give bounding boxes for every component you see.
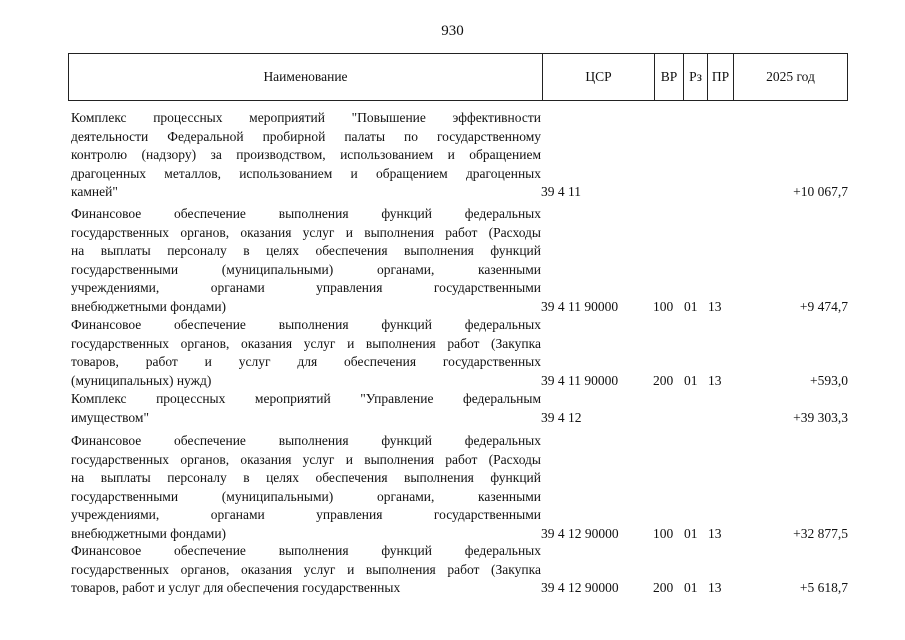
row-name-line: Финансовое обеспечение выполнения функций федеральных bbox=[71, 206, 541, 221]
row-name-line: внебюджетными фондами) bbox=[71, 298, 227, 314]
row-csr: 39 4 12 90000 bbox=[541, 580, 619, 595]
row-pr: 13 bbox=[708, 580, 722, 595]
row-name-line: деятельности Федеральной пробирной палаты по государственному bbox=[71, 128, 541, 144]
row-amount: +9 474,7 bbox=[799, 298, 848, 314]
row-rz: 01 bbox=[684, 525, 698, 541]
row-csr: 39 4 12 bbox=[541, 409, 582, 425]
row-rz: 01 bbox=[684, 372, 698, 388]
row-csr: 39 4 11 90000 bbox=[541, 372, 619, 388]
row-name-line: на выплаты персоналу в целях обеспечения выполнения функций bbox=[71, 243, 541, 258]
row-rz: 01 bbox=[684, 580, 698, 595]
row-name-line: государственными (муниципальными) органами, казенными bbox=[71, 488, 541, 504]
row-name-line: на выплаты персоналу в целях обеспечения выполнения функций bbox=[71, 470, 541, 485]
row-name-line: Комплекс процессных мероприятий "Управление федеральным bbox=[71, 391, 541, 406]
row-amount: +32 877,5 bbox=[793, 525, 848, 541]
row-name-line: Финансовое обеспечение выполнения функций федеральных bbox=[71, 543, 541, 558]
row-vr: 100 bbox=[653, 298, 674, 314]
header-year: 2025 год bbox=[733, 54, 847, 100]
row-pr: 13 bbox=[708, 525, 722, 541]
row-name bbox=[71, 542, 541, 598]
row-pr: 13 bbox=[708, 298, 722, 314]
header-vr: ВР bbox=[654, 54, 683, 100]
row-name-line: государственными (муниципальными) органами, казенными bbox=[71, 261, 541, 277]
row-rz: 01 bbox=[684, 298, 698, 314]
row-name-line: товаров, работ и услуг для обеспечения государственных bbox=[71, 580, 401, 595]
row-amount: +39 303,3 bbox=[793, 409, 848, 425]
row-csr: 39 4 11 bbox=[541, 184, 581, 199]
row-name bbox=[71, 432, 541, 543]
row-vr: 200 bbox=[653, 372, 674, 388]
row-name-line: государственных органов, оказания услуг и выполнения работ (Закупка bbox=[71, 335, 541, 351]
row-name bbox=[71, 316, 541, 390]
row-name bbox=[71, 109, 541, 202]
row-vr: 100 bbox=[653, 525, 674, 541]
row-csr: 39 4 12 90000 bbox=[541, 525, 619, 541]
row-name-line: камней" bbox=[71, 184, 118, 199]
row-name bbox=[71, 390, 541, 427]
row-name-line: государственных органов, оказания услуг и выполнения работ (Расходы bbox=[71, 451, 541, 467]
row-vr: 200 bbox=[653, 580, 674, 595]
row-amount: +5 618,7 bbox=[799, 580, 848, 595]
header-pr: ПР bbox=[707, 54, 733, 100]
row-csr: 39 4 11 90000 bbox=[541, 298, 619, 314]
row-pr: 13 bbox=[708, 372, 722, 388]
row-name-line: Финансовое обеспечение выполнения функций федеральных bbox=[71, 317, 541, 332]
row-name-line: (муниципальных) нужд) bbox=[71, 372, 212, 388]
row-name bbox=[71, 205, 541, 316]
row-amount: +10 067,7 bbox=[793, 184, 848, 199]
row-name-line: Финансовое обеспечение выполнения функций федеральных bbox=[71, 433, 541, 448]
row-name-line: драгоценных металлов, использованием и обращением драгоценных bbox=[71, 165, 541, 181]
row-name-line: государственных органов, оказания услуг и выполнения работ (Закупка bbox=[71, 561, 541, 577]
row-amount: +593,0 bbox=[810, 372, 848, 388]
row-name-line: Комплекс процессных мероприятий "Повышение эффективности bbox=[71, 110, 541, 125]
page-number: 930 bbox=[441, 23, 464, 39]
row-name-line: государственных органов, оказания услуг и выполнения работ (Расходы bbox=[71, 224, 541, 240]
row-name-line: учреждениями, органами управления государственными bbox=[71, 280, 541, 295]
table-header bbox=[68, 53, 848, 101]
row-name-line: учреждениями, органами управления государственными bbox=[71, 507, 541, 522]
row-name-line: внебюджетными фондами) bbox=[71, 525, 227, 541]
header-rz: Рз bbox=[683, 54, 707, 100]
header-name: Наименование bbox=[263, 69, 348, 84]
row-name-line: контролю (надзору) за производством, использованием и обращением bbox=[71, 147, 541, 162]
row-name-line: имуществом" bbox=[71, 409, 149, 425]
header-csr: ЦСР bbox=[542, 54, 654, 100]
row-name-line: товаров, работ и услуг для обеспечения государственных bbox=[71, 354, 541, 369]
